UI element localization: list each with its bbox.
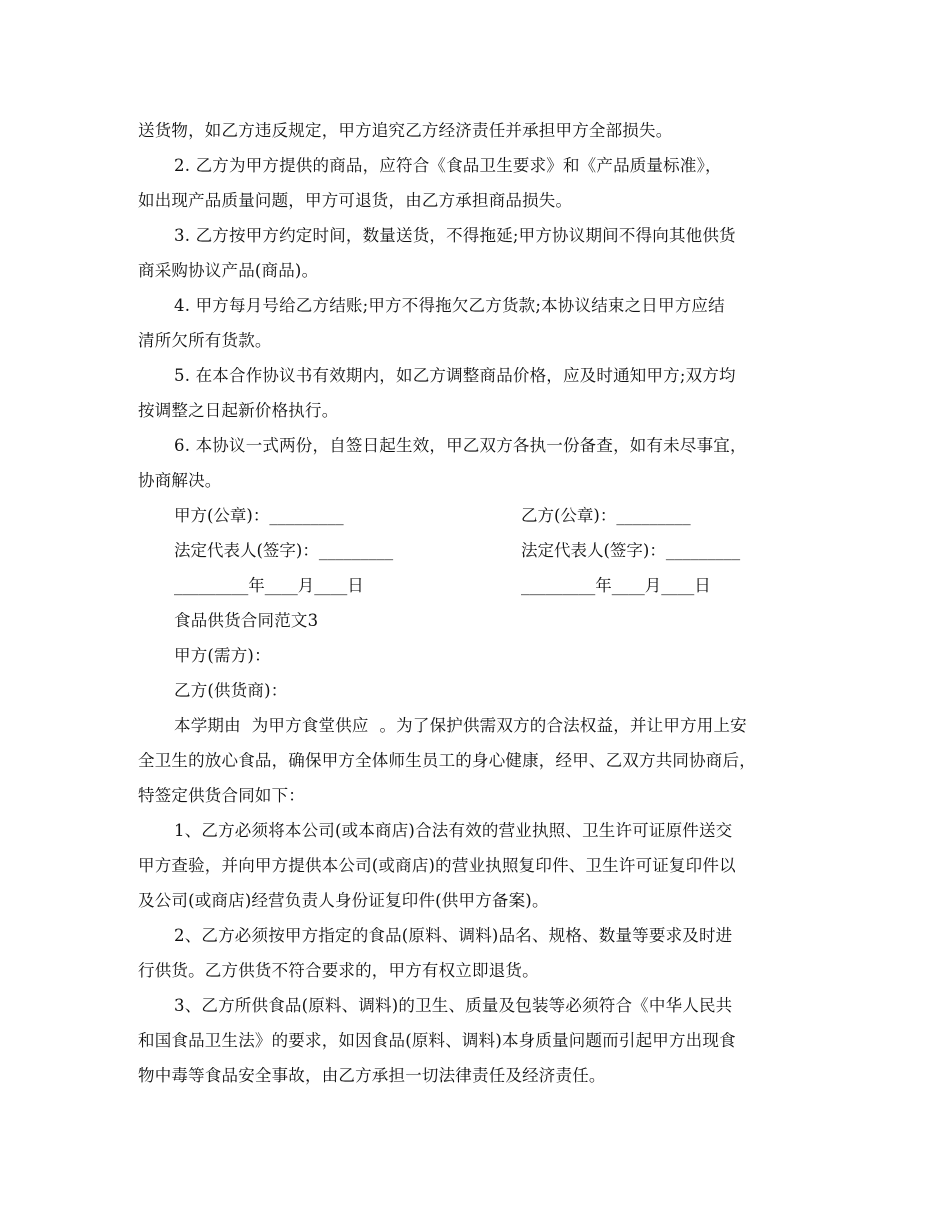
text-line: 如出现产品质量问题，甲方可退货，由乙方承担商品损失。 [138, 191, 573, 210]
contract-item-3: 3、乙方所供食品(原料、调料)的卫生、质量及包装等必须符合《中华人民共 [174, 996, 733, 1015]
text-line: 物中毒等食品安全事故，由乙方承担一切法律责任及经济责任。 [138, 1066, 606, 1085]
text-line: 特签定供货合同如下： [138, 786, 305, 805]
party-a-representative: 法定代表人(签字)：_________ [174, 541, 394, 560]
intro-paragraph: 本学期由 为甲方食堂供应 。为了保护供需双方的合法权益，并让甲方用上安 [174, 716, 747, 735]
text-line: 协商解决。 [138, 471, 222, 490]
party-a-seal: 甲方(公章)：_________ [174, 506, 344, 525]
party-a-label: 甲方(需方)： [174, 646, 271, 665]
text-line: 清所欠所有货款。 [138, 331, 272, 350]
party-a-date: _________年____月____日 [174, 576, 364, 595]
text-line: 全卫生的放心食品，确保甲方全体师生员工的身心健康，经甲、乙双方共同协商后， [138, 751, 756, 770]
text-line: 及公司(或商店)经营负责人身份证复印件(供甲方备案)。 [138, 891, 549, 910]
clause-6: 6. 本协议一式两份，自签日起生效，甲乙双方各执一份备查，如有未尽事宜， [174, 436, 747, 455]
text-line: 按调整之日起新价格执行。 [138, 401, 339, 420]
text-line: 甲方查验，并向甲方提供本公司(或商店)的营业执照复印件、卫生许可证复印件以 [138, 856, 736, 875]
party-b-label: 乙方(供货商)： [174, 681, 288, 700]
text-line: 商采购协议产品(商品)。 [138, 261, 319, 280]
party-b-seal: 乙方(公章)：_________ [521, 506, 691, 525]
party-b-representative: 法定代表人(签字)：_________ [521, 541, 741, 560]
section-title: 食品供货合同范文3 [174, 611, 319, 630]
contract-item-2: 2、乙方必须按甲方指定的食品(原料、调料)品名、规格、数量等要求及时进 [174, 926, 733, 945]
contract-item-1: 1、乙方必须将本公司(或本商店)合法有效的营业执照、卫生许可证原件送交 [174, 821, 733, 840]
text-line: 和国食品卫生法》的要求，如因食品(原料、调料)本身质量问题而引起甲方出现食 [138, 1031, 736, 1050]
clause-3: 3. 乙方按甲方约定时间，数量送货，不得拖延;甲方协议期间不得向其他供货 [174, 226, 736, 245]
party-b-date: _________年____月____日 [521, 576, 711, 595]
clause-4: 4. 甲方每月号给乙方结账;甲方不得拖欠乙方货款;本协议结束之日甲方应结 [174, 296, 725, 315]
text-line: 送货物，如乙方违反规定，甲方追究乙方经济责任并承担甲方全部损失。 [138, 121, 673, 140]
text-line: 行供货。乙方供货不符合要求的，甲方有权立即退货。 [138, 961, 539, 980]
clause-5: 5. 在本合作协议书有效期内，如乙方调整商品价格，应及时通知甲方;双方均 [174, 366, 736, 385]
clause-2: 2. 乙方为甲方提供的商品，应符合《食品卫生要求》和《产品质量标准》， [174, 156, 722, 175]
